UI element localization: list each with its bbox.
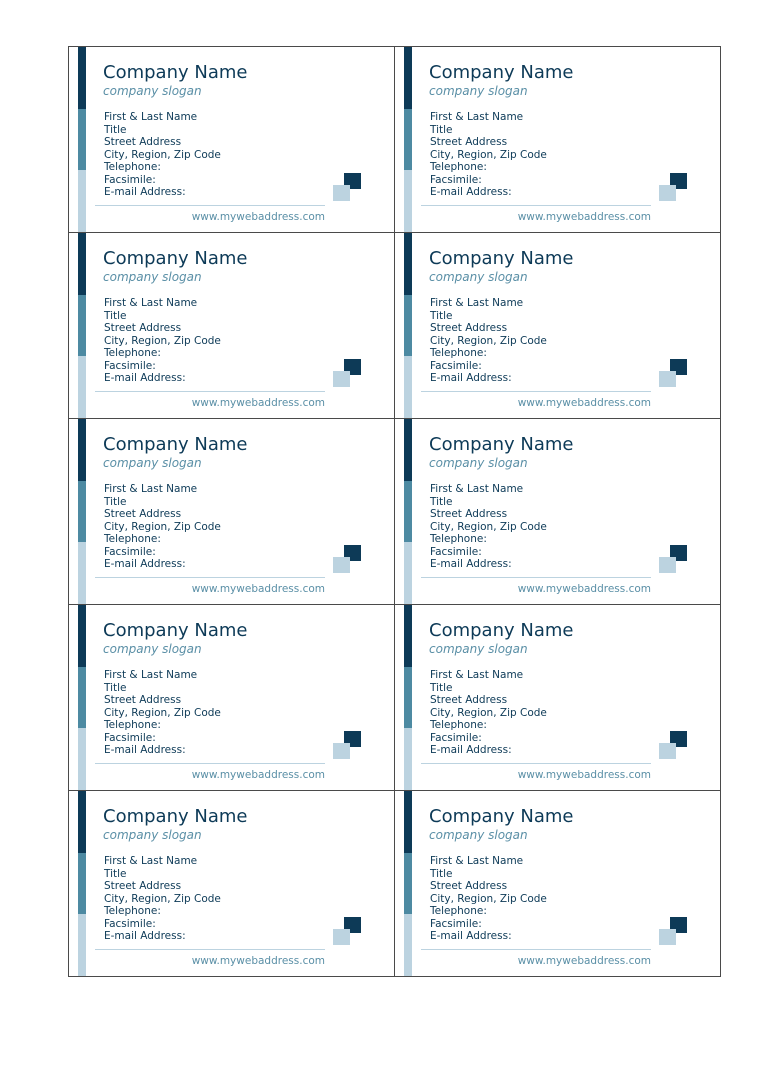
contact-title-line: Title — [104, 681, 127, 694]
contact-email-line: E-mail Address: — [430, 186, 512, 198]
contact-telephone-line: Telephone: — [430, 533, 487, 545]
squares-logo-icon — [659, 731, 689, 761]
accent-bar — [404, 47, 412, 232]
accent-bar-light-segment — [78, 542, 86, 604]
logo-light-square — [333, 929, 350, 945]
contact-title-line: Title — [104, 867, 127, 880]
contact-facsimile-line: Facsimile: — [430, 545, 482, 558]
contact-email-line: E-mail Address: — [104, 744, 186, 756]
accent-bar-light-segment — [78, 728, 86, 790]
contact-name-line: First & Last Name — [104, 111, 198, 123]
contact-details — [104, 297, 221, 385]
contact-city-line: City, Region, Zip Code — [430, 520, 547, 533]
contact-city-line: City, Region, Zip Code — [430, 334, 547, 347]
contact-details — [430, 111, 547, 199]
divider-line — [95, 391, 325, 392]
logo-light-square — [333, 371, 350, 387]
contact-email-line: E-mail Address: — [104, 558, 186, 570]
contact-title-line: Title — [430, 495, 453, 508]
contact-facsimile-line: Facsimile: — [104, 731, 156, 744]
divider-line — [95, 949, 325, 950]
contact-city-line: City, Region, Zip Code — [104, 334, 221, 347]
accent-bar-mid-segment — [78, 481, 86, 543]
squares-logo-icon — [659, 917, 689, 947]
contact-facsimile-line: Facsimile: — [430, 917, 482, 930]
company-slogan: company slogan — [429, 456, 528, 470]
divider-line — [95, 577, 325, 578]
accent-bar — [78, 791, 86, 976]
contact-city-line: City, Region, Zip Code — [430, 892, 547, 905]
business-card — [394, 232, 721, 419]
contact-email-line: E-mail Address: — [104, 186, 186, 198]
contact-telephone-line: Telephone: — [430, 719, 487, 731]
accent-bar-mid-segment — [404, 667, 412, 729]
contact-city-line: City, Region, Zip Code — [104, 148, 221, 161]
divider-line — [421, 763, 651, 764]
contact-title-line: Title — [430, 309, 453, 322]
business-card — [68, 232, 395, 419]
contact-facsimile-line: Facsimile: — [430, 359, 482, 372]
contact-name-line: First & Last Name — [430, 297, 524, 309]
squares-logo-icon — [333, 359, 363, 389]
company-slogan: company slogan — [103, 270, 202, 284]
divider-line — [421, 577, 651, 578]
contact-name-line: First & Last Name — [430, 111, 524, 123]
accent-bar-dark-segment — [78, 47, 86, 109]
company-name: Company Name — [103, 248, 248, 269]
business-card — [394, 418, 721, 605]
accent-bar-dark-segment — [404, 419, 412, 481]
contact-telephone-line: Telephone: — [430, 905, 487, 917]
contact-name-line: First & Last Name — [104, 855, 198, 867]
squares-logo-icon — [333, 731, 363, 761]
contact-email-line: E-mail Address: — [430, 372, 512, 384]
business-card — [68, 46, 395, 233]
accent-bar-mid-segment — [78, 853, 86, 915]
squares-logo-icon — [333, 917, 363, 947]
company-slogan: company slogan — [429, 642, 528, 656]
contact-street-line: Street Address — [104, 322, 182, 334]
accent-bar-dark-segment — [78, 605, 86, 667]
business-card — [394, 46, 721, 233]
accent-bar-mid-segment — [404, 295, 412, 357]
contact-street-line: Street Address — [430, 880, 508, 892]
accent-bar-mid-segment — [78, 295, 86, 357]
logo-light-square — [659, 185, 676, 201]
business-card — [394, 604, 721, 791]
contact-city-line: City, Region, Zip Code — [104, 892, 221, 905]
contact-name-line: First & Last Name — [104, 483, 198, 495]
contact-facsimile-line: Facsimile: — [104, 917, 156, 930]
contact-details — [430, 297, 547, 385]
web-address: www.mywebaddress.com — [191, 583, 325, 595]
accent-bar-light-segment — [78, 914, 86, 976]
contact-email-line: E-mail Address: — [104, 930, 186, 942]
contact-details — [430, 483, 547, 571]
squares-logo-icon — [659, 545, 689, 575]
contact-street-line: Street Address — [104, 508, 182, 520]
contact-details — [104, 855, 221, 943]
accent-bar — [404, 605, 412, 790]
contact-facsimile-line: Facsimile: — [104, 359, 156, 372]
accent-bar-dark-segment — [404, 605, 412, 667]
contact-street-line: Street Address — [104, 694, 182, 706]
logo-light-square — [659, 557, 676, 573]
divider-line — [421, 391, 651, 392]
contact-telephone-line: Telephone: — [104, 533, 161, 545]
company-name: Company Name — [429, 806, 574, 827]
contact-street-line: Street Address — [430, 322, 508, 334]
contact-name-line: First & Last Name — [430, 669, 524, 681]
contact-name-line: First & Last Name — [104, 297, 198, 309]
accent-bar-dark-segment — [78, 419, 86, 481]
company-slogan: company slogan — [429, 270, 528, 284]
business-card — [68, 790, 395, 977]
contact-telephone-line: Telephone: — [430, 347, 487, 359]
accent-bar-light-segment — [404, 170, 412, 232]
contact-email-line: E-mail Address: — [430, 930, 512, 942]
accent-bar-light-segment — [404, 914, 412, 976]
divider-line — [421, 205, 651, 206]
accent-bar — [404, 419, 412, 604]
divider-line — [95, 205, 325, 206]
accent-bar — [78, 419, 86, 604]
contact-title-line: Title — [104, 495, 127, 508]
company-name: Company Name — [103, 434, 248, 455]
contact-city-line: City, Region, Zip Code — [104, 520, 221, 533]
contact-title-line: Title — [104, 309, 127, 322]
contact-name-line: First & Last Name — [430, 855, 524, 867]
contact-details — [104, 111, 221, 199]
company-slogan: company slogan — [103, 642, 202, 656]
contact-name-line: First & Last Name — [104, 669, 198, 681]
contact-facsimile-line: Facsimile: — [430, 173, 482, 186]
squares-logo-icon — [333, 545, 363, 575]
contact-facsimile-line: Facsimile: — [430, 731, 482, 744]
contact-telephone-line: Telephone: — [104, 905, 161, 917]
company-name: Company Name — [429, 620, 574, 641]
accent-bar-dark-segment — [404, 47, 412, 109]
accent-bar-mid-segment — [404, 109, 412, 171]
squares-logo-icon — [333, 173, 363, 203]
contact-details — [104, 483, 221, 571]
contact-telephone-line: Telephone: — [104, 719, 161, 731]
logo-light-square — [659, 371, 676, 387]
company-slogan: company slogan — [103, 828, 202, 842]
company-name: Company Name — [103, 620, 248, 641]
accent-bar-dark-segment — [78, 791, 86, 853]
accent-bar — [78, 605, 86, 790]
contact-title-line: Title — [104, 123, 127, 136]
business-card — [394, 790, 721, 977]
contact-facsimile-line: Facsimile: — [104, 173, 156, 186]
web-address: www.mywebaddress.com — [517, 397, 651, 409]
web-address: www.mywebaddress.com — [517, 211, 651, 223]
company-name: Company Name — [429, 434, 574, 455]
logo-light-square — [659, 743, 676, 759]
contact-name-line: First & Last Name — [430, 483, 524, 495]
accent-bar — [78, 47, 86, 232]
squares-logo-icon — [659, 173, 689, 203]
contact-email-line: E-mail Address: — [430, 558, 512, 570]
accent-bar-light-segment — [78, 170, 86, 232]
company-slogan: company slogan — [103, 456, 202, 470]
contact-street-line: Street Address — [430, 508, 508, 520]
accent-bar-light-segment — [78, 356, 86, 418]
contact-details — [430, 855, 547, 943]
accent-bar — [404, 791, 412, 976]
business-card — [68, 604, 395, 791]
web-address: www.mywebaddress.com — [517, 769, 651, 781]
company-slogan: company slogan — [429, 84, 528, 98]
contact-telephone-line: Telephone: — [104, 347, 161, 359]
company-name: Company Name — [429, 62, 574, 83]
contact-telephone-line: Telephone: — [430, 161, 487, 173]
contact-street-line: Street Address — [104, 880, 182, 892]
accent-bar-light-segment — [404, 356, 412, 418]
web-address: www.mywebaddress.com — [191, 769, 325, 781]
accent-bar-mid-segment — [404, 853, 412, 915]
company-slogan: company slogan — [103, 84, 202, 98]
contact-title-line: Title — [430, 681, 453, 694]
web-address: www.mywebaddress.com — [191, 397, 325, 409]
contact-city-line: City, Region, Zip Code — [430, 148, 547, 161]
logo-light-square — [333, 743, 350, 759]
divider-line — [421, 949, 651, 950]
web-address: www.mywebaddress.com — [191, 211, 325, 223]
accent-bar — [78, 233, 86, 418]
contact-details — [430, 669, 547, 757]
contact-facsimile-line: Facsimile: — [104, 545, 156, 558]
contact-email-line: E-mail Address: — [430, 744, 512, 756]
accent-bar — [404, 233, 412, 418]
accent-bar-dark-segment — [404, 233, 412, 295]
contact-street-line: Street Address — [430, 694, 508, 706]
squares-logo-icon — [659, 359, 689, 389]
contact-title-line: Title — [430, 123, 453, 136]
business-card — [68, 418, 395, 605]
contact-details — [104, 669, 221, 757]
accent-bar-mid-segment — [78, 109, 86, 171]
company-name: Company Name — [103, 806, 248, 827]
company-name: Company Name — [429, 248, 574, 269]
contact-street-line: Street Address — [104, 136, 182, 148]
logo-light-square — [333, 557, 350, 573]
accent-bar-dark-segment — [78, 233, 86, 295]
contact-title-line: Title — [430, 867, 453, 880]
company-name: Company Name — [103, 62, 248, 83]
accent-bar-mid-segment — [404, 481, 412, 543]
contact-city-line: City, Region, Zip Code — [430, 706, 547, 719]
accent-bar-light-segment — [404, 542, 412, 604]
accent-bar-dark-segment — [404, 791, 412, 853]
accent-bar-light-segment — [404, 728, 412, 790]
logo-light-square — [659, 929, 676, 945]
web-address: www.mywebaddress.com — [191, 955, 325, 967]
web-address: www.mywebaddress.com — [517, 955, 651, 967]
contact-email-line: E-mail Address: — [104, 372, 186, 384]
contact-city-line: City, Region, Zip Code — [104, 706, 221, 719]
contact-street-line: Street Address — [430, 136, 508, 148]
contact-telephone-line: Telephone: — [104, 161, 161, 173]
company-slogan: company slogan — [429, 828, 528, 842]
divider-line — [95, 763, 325, 764]
accent-bar-mid-segment — [78, 667, 86, 729]
business-card-sheet — [68, 46, 720, 976]
web-address: www.mywebaddress.com — [517, 583, 651, 595]
logo-light-square — [333, 185, 350, 201]
